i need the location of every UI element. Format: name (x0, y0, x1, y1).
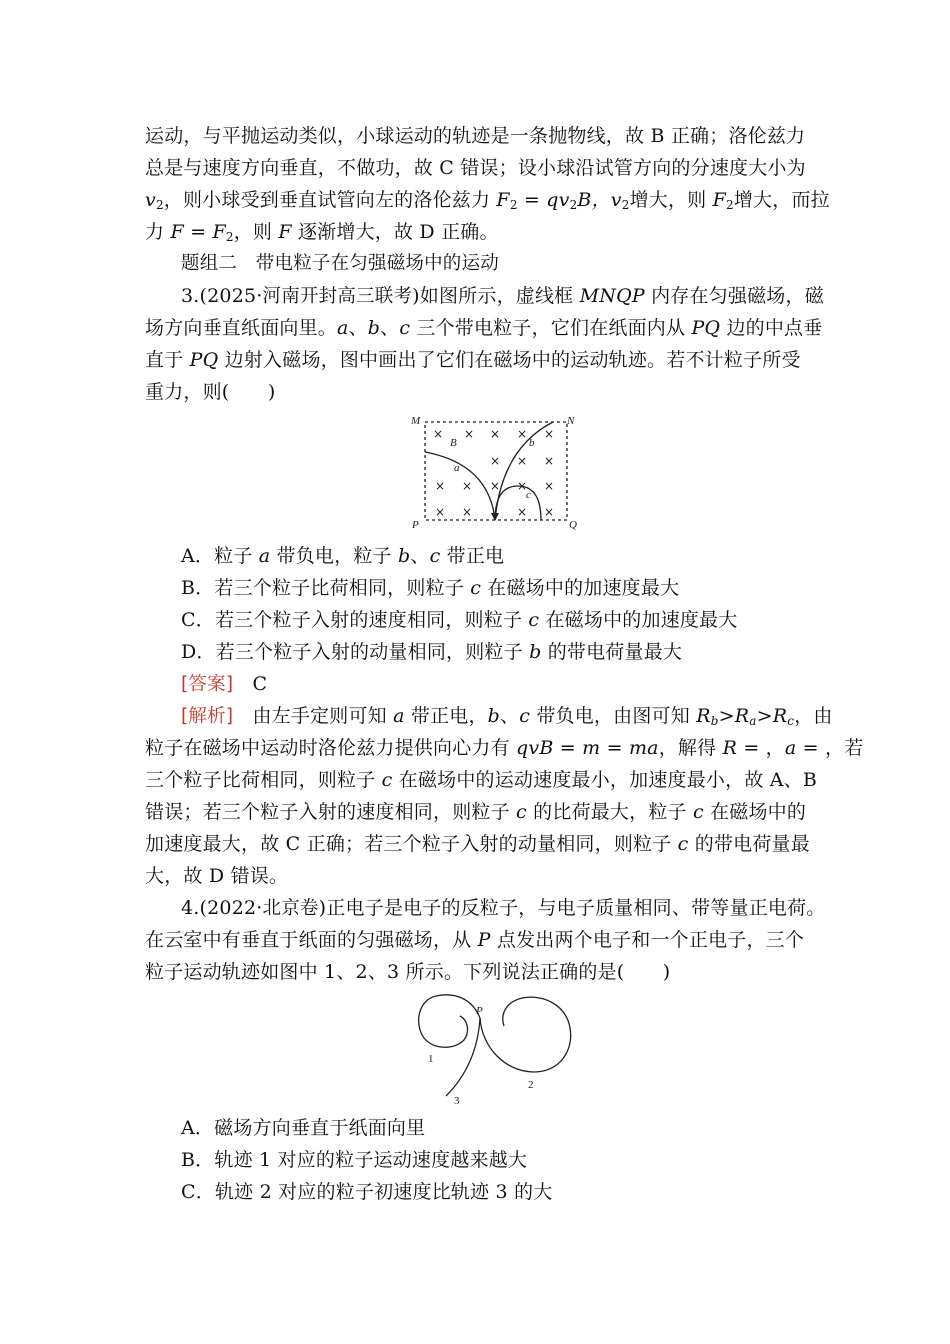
cloud-chamber-figure (410, 988, 580, 1106)
label-P: P (412, 519, 419, 531)
q4-option-c[interactable]: C．轨迹 2 对应的粒子初速度比轨迹 3 的大 (181, 1181, 553, 1203)
svg-text:×: × (517, 427, 528, 441)
label-track-2: 2 (528, 1079, 534, 1091)
svg-text:×: × (435, 505, 446, 519)
q3-analysis-line-6: 大，故 D 错误。 (145, 865, 289, 887)
svg-text:×: × (490, 427, 501, 441)
q3-analysis-line-4: 错误；若三个粒子入射的速度相同，则粒子 c 的比荷最大，粒子 c 在磁场中的 (145, 801, 807, 823)
trajectory-1 (419, 995, 480, 1047)
label-b: b (529, 437, 535, 449)
q4-line-1: 4.(2022·北京卷)正电子是电子的反粒子，与电子质量相同、带等量正电荷。 (181, 897, 826, 919)
label-B: B (450, 437, 457, 449)
svg-text:×: × (544, 454, 555, 468)
label-P-point: P (476, 1005, 483, 1017)
q3-option-a[interactable]: A．粒子 a 带负电，粒子 b、c 带正电 (181, 545, 505, 567)
q3-analysis-line-1: [解析] 由左手定则可知 a 带正电，b、c 带负电，由图可知 $R_b>R_a>R_c$，由 (181, 705, 833, 728)
prev-line-4: 力 $F = F_2$，则 F 逐渐增大，故 D 正确。 (145, 221, 499, 244)
trajectory-3 (446, 1018, 480, 1096)
svg-text:×: × (517, 454, 528, 468)
svg-text:×: × (544, 427, 555, 441)
answer-tag: [答案] (181, 674, 234, 695)
prev-line-1: 运动，与平抛运动类似，小球运动的轨迹是一条抛物线，故 B 正确；洛伦兹力 (145, 125, 806, 147)
svg-text:×: × (433, 427, 444, 441)
svg-text:×: × (464, 427, 475, 441)
prev-line-3: $v_2$，则小球受到垂直试管向左的洛伦兹力 $F_2 = qv_2B$，$v_2$增大，则 $F_2$增大，而拉 (145, 189, 830, 212)
svg-text:×: × (435, 479, 446, 493)
q4-line-3: 粒子运动轨迹如图中 1、2、3 所示。下列说法正确的是( ) (145, 961, 671, 983)
label-track-1: 1 (428, 1053, 434, 1065)
q4-option-a[interactable]: A．磁场方向垂直于纸面向里 (181, 1117, 426, 1139)
svg-text:×: × (544, 505, 555, 519)
q4-option-b[interactable]: B．轨迹 1 对应的粒子运动速度越来越大 (181, 1149, 528, 1171)
label-track-3: 3 (454, 1095, 460, 1106)
q3-line-1: 3.(2025·河南开封高三联考)如图所示，虚线框 MNQP 内存在匀强磁场，磁 (181, 285, 824, 307)
q3-option-c[interactable]: C．若三个粒子入射的速度相同，则粒子 c 在磁场中的加速度最大 (181, 609, 738, 631)
label-Q: Q (569, 519, 577, 531)
label-M: M (411, 415, 421, 427)
label-a: a (454, 462, 460, 474)
q4-line-2: 在云室中有垂直于纸面的匀强磁场，从 P 点发出两个电子和一个正电子，三个 (145, 929, 805, 951)
analysis-tag: [解析] (181, 706, 234, 727)
svg-text:×: × (490, 454, 501, 468)
svg-text:×: × (490, 479, 501, 493)
q3-analysis-line-5: 加速度最大，故 C 正确；若三个粒子入射的动量相同，则粒子 c 的带电荷量最 (145, 833, 810, 855)
svg-text:×: × (544, 479, 555, 493)
label-N: N (567, 415, 575, 427)
q3-answer (181, 673, 807, 696)
trajectory-2 (480, 997, 571, 1072)
q3-line-2: 场方向垂直纸面向里。a、b、c 三个带电粒子，它们在纸面内从 PQ 边的中点垂 (145, 317, 823, 339)
svg-text:×: × (517, 479, 528, 493)
section-heading: 题组二 带电粒子在匀强磁场中的运动 (181, 253, 499, 274)
q3-analysis-line-3: 三个粒子比荷相同，则粒子 c 在磁场中的运动速度最小，加速度最小，故 A、B (145, 769, 818, 791)
q3-option-b[interactable]: B．若三个粒子比荷相同，则粒子 c 在磁场中的加速度最大 (181, 577, 680, 599)
q3-option-d[interactable]: D．若三个粒子入射的动量相同，则粒子 b 的带电荷量最大 (181, 641, 683, 663)
q3-line-4: 重力，则( ) (145, 381, 276, 403)
svg-text:×: × (517, 505, 528, 519)
q3-analysis-line-2: 粒子在磁场中运动时洛伦兹力提供向心力有 qvB = m = ma，解得 R = ，a = ，若 (145, 737, 864, 759)
magnetic-field-figure (405, 408, 585, 533)
prev-line-2: 总是与速度方向垂直，不做功，故 C 错误；设小球沿试管方向的分速度大小为 (145, 157, 806, 179)
svg-text:×: × (462, 479, 473, 493)
q3-line-3: 直于 PQ 边射入磁场，图中画出了它们在磁场中的运动轨迹。若不计粒子所受 (145, 349, 801, 371)
label-c: c (526, 489, 531, 501)
svg-text:×: × (462, 505, 473, 519)
answer-value: C (252, 673, 268, 695)
